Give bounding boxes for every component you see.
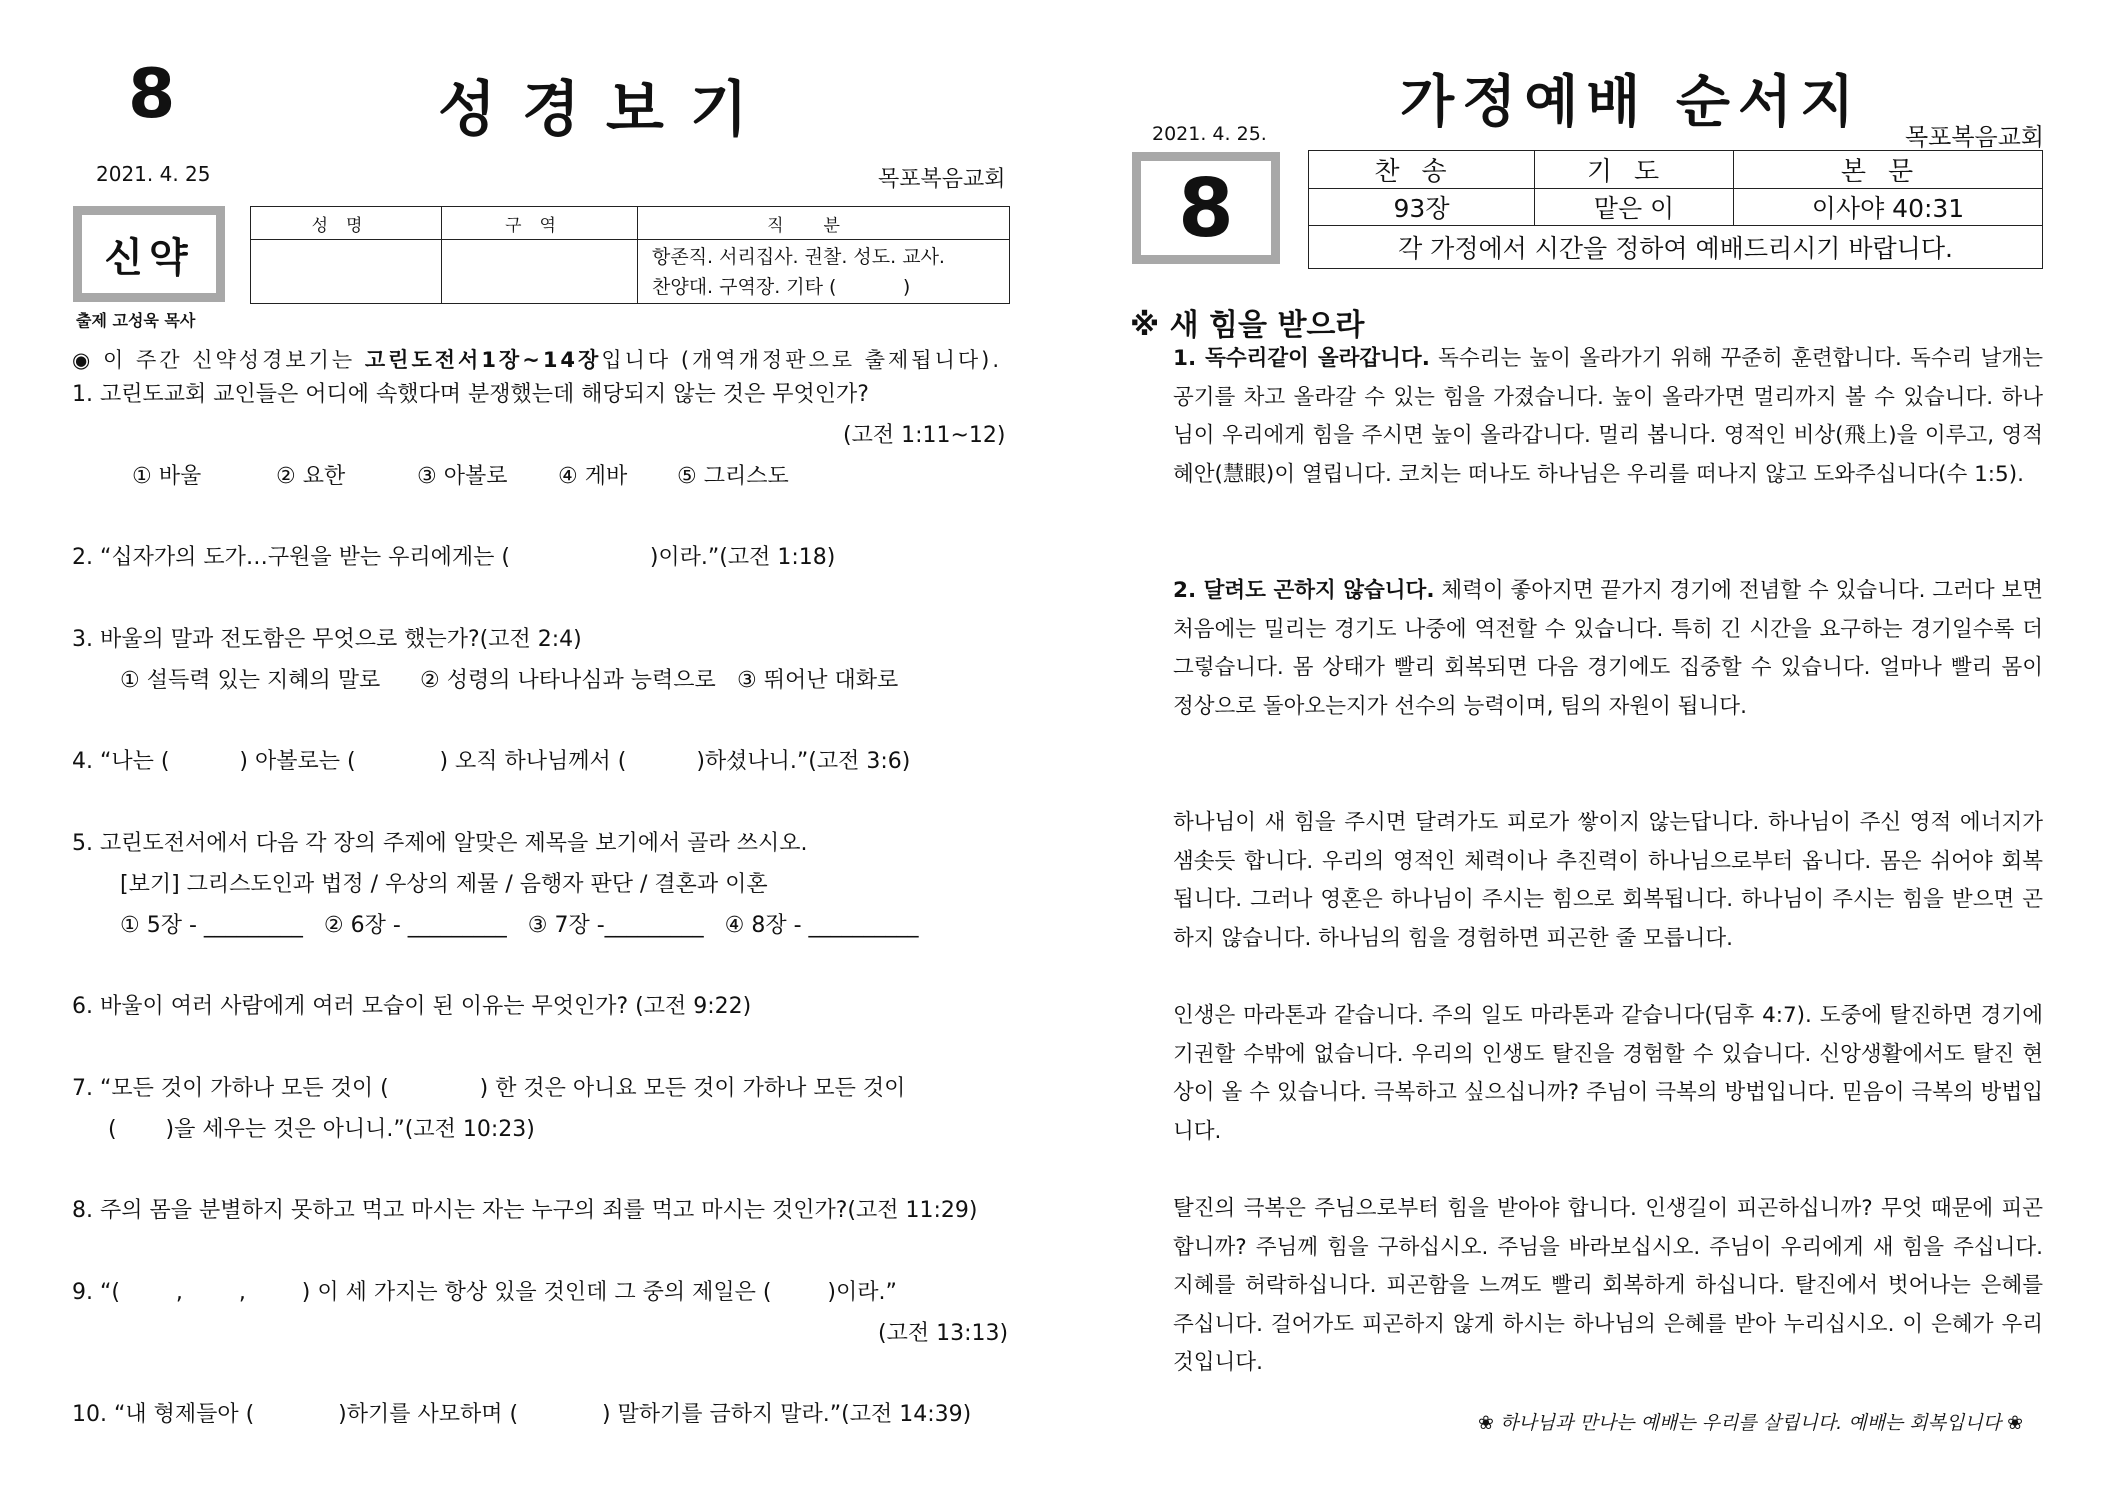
service-scripture-value: 이사야 40:31 [1734,189,2043,226]
question-5: 5. 고린도전서에서 다음 각 장의 주제에 알맞은 제목을 보기에서 골라 쓰시오. [72,831,808,856]
question-9: 9. “( , , ) 이 세 가지는 항상 있을 것인데 그 중의 제일은 ( )이라.” [72,1280,897,1305]
form-position-options[interactable] [638,240,1010,304]
paragraph-2-text: 체력이 좋아지면 끝가지 경기에 전념할 수 있습니다. 그러다 보면 처음에는 밀리는 경기도 나중에 역전할 수 있습니다. 특히 긴 시간을 요구하는 경기일수록 더 그렇습니다. 몸 상태가 빨리 회복되면 다음 경기에도 집중할 수 있습니다. 얼마나 빨리 몸이 정상으로 돌아오는지가 선수의 능력이며, 팀의 자원이 됩니다. [1173,578,2043,719]
form-district-field[interactable] [442,240,638,304]
question-3: 3. 바울의 말과 전도함은 무엇으로 했는가?(고전 2:4) [72,627,582,652]
left-page-number: 8 [128,55,176,134]
q3-option-2: ② 성령의 나타나심과 능력으로 [420,668,716,693]
sermon-paragraph-1 [1173,340,2043,494]
paragraph-1-text: 독수리는 높이 올라가기 위해 꾸준히 훈련합니다. 독수리 날개는 공기를 차고 올라갈 수 있는 힘을 가졌습니다. 높이 올라가면 멀리까지 볼 수 있습니다. 하나님이 우리에게 힘을 주시면 높이 올라갑니다. 멀리 봅니다. 영적인 비상(飛上)을 이루고, 영적 혜안(慧眼)이 열립니다. 코치는 떠나도 하나님은 우리를 떠나지 않고 도와주십니다(수 1:5). [1173,346,2043,487]
q1-option-4: ④ 게바 [558,464,628,489]
question-1-ref: (고전 1:11~12) [843,423,1006,448]
left-date: 2021. 4. 25 [96,162,211,186]
service-header-hymn: 찬송 [1309,151,1535,189]
right-page-title: 가정예배 순서지 [1400,70,1863,135]
q5-choices: [보기] 그리스도인과 법정 / 우상의 제물 / 음행자 판단 / 결혼과 이혼 [120,872,768,897]
form-header-name: 성명 [251,207,442,240]
service-hymn-value: 93장 [1309,189,1535,226]
intro-suffix: 입니다 (개역개정판으로 출제됩니다). [601,348,1003,372]
sermon-title: ※ 새 힘을 받으라 [1130,308,1365,343]
right-date: 2021. 4. 25. [1152,123,1267,145]
sermon-paragraph-5: 탈진의 극복은 주님으로부터 힘을 받아야 합니다. 인생길이 피곤하십니까? 무엇 때문에 피곤합니까? 주님께 힘을 구하십시오. 주님을 바라보십시오. 주님이 우리에게 새 힘을 주십니다. 지혜를 허락하십니다. 피곤함을 느껴도 빨리 회복하게 하십니다. 탈진에서 벗어나는 은혜를 주십니다. 걸어가도 피곤하지 않게 하시는 하나님의 은혜를 받아 누리십시오. 이 은혜가 우리 것입니다. [1173,1196,2043,1375]
question-6: 6. 바울이 여러 사람에게 여러 모습이 된 이유는 무엇인가? (고전 9:22) [72,994,752,1019]
service-header-prayer: 기도 [1535,151,1734,189]
paragraph-2-heading: 2. 달려도 곤하지 않습니다. [1173,578,1435,603]
footer-motto: ❀ 하나님과 만나는 예배는 우리를 살립니다. 예배는 회복입니다 ❀ [1478,1412,2024,1434]
q3-option-3: ③ 뛰어난 대화로 [737,668,899,693]
question-9-ref: (고전 13:13) [878,1321,1009,1346]
form-header-position: 직분 [638,207,1010,240]
week-number-badge [1132,152,1280,264]
author-credit: 출제 고성욱 목사 [76,311,196,330]
service-header-scripture: 본문 [1734,151,2043,189]
sermon-paragraph-2 [1173,572,2043,726]
position-options-line1: 항존직. 서리집사. 권찰. 성도. 교사. [652,245,945,268]
intro-prefix: ◉ 이 주간 신약성경보기는 [72,348,365,372]
question-10: 10. “내 형제들아 ( )하기를 사모하며 ( ) 말하기를 금하지 말라.”(고전 14:39) [72,1402,972,1427]
right-church-name: 목포복음교회 [1905,123,2045,151]
service-order-table [1308,150,2043,269]
question-7-line2: ( )을 세우는 것은 아니니.”(고전 10:23) [108,1117,535,1142]
service-prayer-value: 맡은 이 [1535,189,1734,226]
q5-blanks: ① 5장 - _________ ② 6장 - _________ ③ 7장 -_________ ④ 8장 - __________ [120,913,919,938]
left-church-name: 목포복음교회 [878,167,1006,192]
q1-option-1: ① 바울 [132,464,202,489]
q1-option-3: ③ 아볼로 [417,464,508,489]
new-testament-badge [73,206,225,302]
q1-option-5: ⑤ 그리스도 [677,464,789,489]
form-header-district: 구역 [442,207,638,240]
intro-text [72,345,1002,375]
service-notice: 각 가정에서 시간을 정하여 예배드리시기 바랍니다. [1309,226,2043,269]
question-7-line1: 7. “모든 것이 가하나 모든 것이 ( ) 한 것은 아니요 모든 것이 가하나 모든 것이 [72,1076,906,1101]
question-1: 1. 고린도교회 교인들은 어디에 속했다며 분쟁했는데 해당되지 않는 것은 무엇인가? [72,382,869,407]
sermon-paragraph-4: 인생은 마라톤과 같습니다. 주의 일도 마라톤과 같습니다(딤후 4:7). 도중에 탈진하면 경기에 기권할 수밖에 없습니다. 우리의 인생도 탈진을 경험할 수 있습니다. 신앙생활에서도 탈진 현상이 올 수 있습니다. 극복하고 싶으십니까? 주님이 극복의 방법입니다. 믿음이 극복의 방법입니다. [1173,1003,2043,1144]
intro-range: 고린도전서1장~14장 [364,348,602,372]
position-options-line2: 찬양대. 구역장. 기타 ( ) [652,275,911,298]
question-8: 8. 주의 몸을 분별하지 못하고 먹고 마시는 자는 누구의 죄를 먹고 마시는 것인가?(고전 11:29) [72,1198,978,1223]
q1-option-2: ② 요한 [276,464,346,489]
question-2: 2. “십자가의 도가…구원을 받는 우리에게는 ( )이라.”(고전 1:18) [72,545,836,570]
form-name-field[interactable] [251,240,442,304]
info-form-table [250,206,1010,304]
paragraph-1-heading: 1. 독수리같이 올라갑니다. [1173,346,1430,371]
badge-label: 신약 [104,234,194,281]
left-page-title: 성경보기 [438,75,774,145]
sermon-paragraph-3: 하나님이 새 힘을 주시면 달려가도 피로가 쌓이지 않는답니다. 하나님이 주신 영적 에너지가 샘솟듯 합니다. 우리의 영적인 체력이나 추진력이 하나님으로부터 옵니다. 몸은 쉬어야 회복됩니다. 그러나 영혼은 하나님이 주시는 힘으로 회복됩니다. 하나님이 주시는 힘을 받으면 곤하지 않습니다. 하나님의 힘을 경험하면 피곤한 줄 모릅니다. [1173,810,2043,951]
q3-option-1: ① 설득력 있는 지혜의 말로 [120,668,381,693]
week-number: 8 [1178,161,1234,255]
question-4: 4. “나는 ( ) 아볼로는 ( ) 오직 하나님께서 ( )하셨나니.”(고전 3:6) [72,749,911,774]
